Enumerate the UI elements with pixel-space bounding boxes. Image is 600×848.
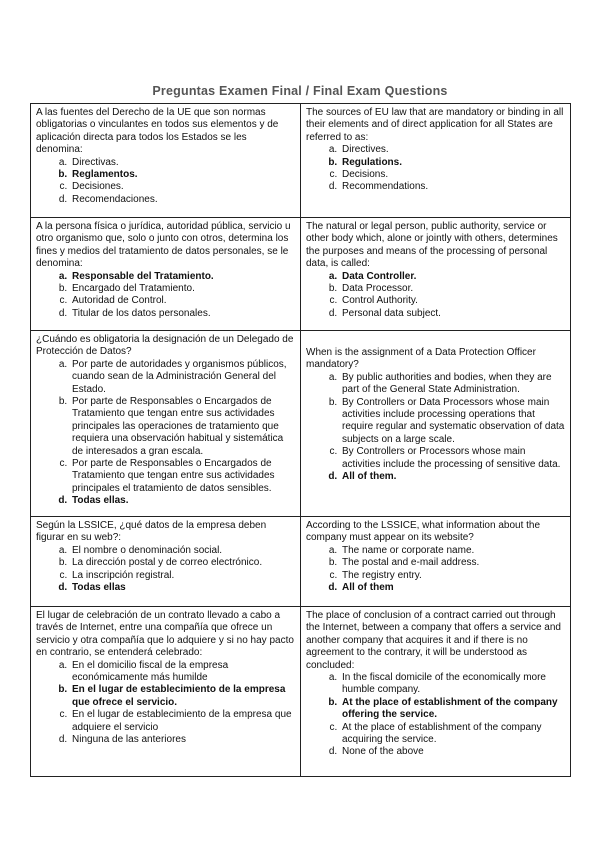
option-d: d. Recomendaciones. bbox=[70, 194, 296, 206]
option-a: a. Por parte de autoridades y organismos públicos, cuando sean de la Administración General del Estado. bbox=[70, 359, 296, 396]
option-b-correct: b. Regulations. bbox=[340, 157, 566, 169]
option-d: d. Titular de los datos personales. bbox=[70, 308, 296, 320]
options-list bbox=[306, 372, 566, 484]
question-row bbox=[31, 104, 571, 218]
option-a: a. En el domicilio fiscal de la empresa económicamente más humilde bbox=[70, 660, 296, 685]
option-c: c. La inscripción registral. bbox=[70, 570, 296, 582]
question-cell-es bbox=[31, 607, 301, 777]
question-text: According to the LSSICE, what information about the company must appear on its website? bbox=[306, 520, 541, 544]
question-row bbox=[31, 607, 571, 777]
page-title: Preguntas Examen Final / Final Exam Questions bbox=[152, 84, 448, 98]
question-text: A las fuentes del Derecho de la UE que son normas obligatorias o vinculantes en todos sus elementos y de aplicación directa para todos los Estados se les denomina: bbox=[36, 107, 279, 156]
option-b: b. La dirección postal y de correo electrónico. bbox=[70, 557, 296, 569]
option-b-correct: b. Reglamentos. bbox=[70, 169, 296, 181]
question-text: Según la LSSICE, ¿qué datos de la empresa deben figurar en su web?: bbox=[36, 520, 267, 544]
question-cell-en bbox=[301, 517, 571, 607]
option-a: a. Directives. bbox=[340, 144, 566, 156]
option-c: c. Control Authority. bbox=[340, 295, 566, 307]
question-text: A la persona física o jurídica, autoridad pública, servicio u otro organismo que, solo o junto con otros, determina los fines y medios del tratamiento de datos personales, se le denomina: bbox=[36, 221, 291, 270]
option-a: a. El nombre o denominación social. bbox=[70, 545, 296, 557]
option-d: d. None of the above bbox=[340, 746, 566, 758]
options-list bbox=[36, 660, 296, 747]
question-text: The sources of EU law that are mandatory or binding in all their elements and of direct application for all States are referred to as: bbox=[306, 107, 564, 143]
question-text: When is the assignment of a Data Protection Officer mandatory? bbox=[306, 347, 536, 371]
option-c: c. Decisions. bbox=[340, 169, 566, 181]
option-a-correct: a. Responsable del Tratamiento. bbox=[70, 271, 296, 283]
options-list bbox=[36, 359, 296, 508]
option-c: c. The registry entry. bbox=[340, 570, 566, 582]
question-cell-en bbox=[301, 331, 571, 517]
question-text: El lugar de celebración de un contrato llevado a cabo a través de Internet, entre una compañía que ofrece un servicio y otra compañía que lo adquiere y si no hay pacto en contrario, se entenderá celebrado: bbox=[36, 610, 294, 659]
question-text: ¿Cuándo es obligatoria la designación de un Delegado de Protección de Datos? bbox=[36, 334, 294, 358]
option-c: c. Por parte de Responsables o Encargados de Tratamiento que tengan entre sus actividades principales el tratamiento de datos sensibles. bbox=[70, 458, 296, 495]
option-b: b. Por parte de Responsables o Encargados de Tratamiento que tengan entre sus actividades principales las operaciones de tratamiento que requiera una observación habitual y sistemática de interesados a gran escala. bbox=[70, 396, 296, 458]
question-row bbox=[31, 218, 571, 331]
options-list bbox=[306, 271, 566, 321]
option-a: a. The name or corporate name. bbox=[340, 545, 566, 557]
question-cell-es bbox=[31, 104, 301, 218]
question-cell-es bbox=[31, 517, 301, 607]
question-cell-es bbox=[31, 218, 301, 331]
question-cell-en bbox=[301, 607, 571, 777]
option-d: d. Recommendations. bbox=[340, 181, 566, 193]
option-a: a. In the fiscal domicile of the economically more humble company. bbox=[340, 672, 566, 697]
question-row bbox=[31, 517, 571, 607]
option-d-correct: d. All of them bbox=[340, 582, 566, 594]
options-list bbox=[306, 672, 566, 759]
options-list bbox=[36, 545, 296, 595]
options-list bbox=[36, 157, 296, 207]
question-cell-en bbox=[301, 104, 571, 218]
option-a-correct: a. Data Controller. bbox=[340, 271, 566, 283]
option-a: a. By public authorities and bodies, when they are part of the General State Administration. bbox=[340, 372, 566, 397]
option-d: d. Personal data subject. bbox=[340, 308, 566, 320]
question-cell-en bbox=[301, 218, 571, 331]
option-b: b. Data Processor. bbox=[340, 283, 566, 295]
question-text: The natural or legal person, public authority, service or other body which, alone or jointly with others, determines the purposes and means of the processing of personal data, is called: bbox=[306, 221, 558, 270]
option-b-correct: b. At the place of establishment of the company offering the service. bbox=[340, 697, 566, 722]
option-d: d. Ninguna de las anteriores bbox=[70, 734, 296, 746]
option-b: b. By Controllers or Data Processors whose main activities include processing operations that require regular and systematic observation of data subjects on a large scale. bbox=[340, 397, 566, 447]
options-list bbox=[306, 144, 566, 194]
option-b: b. The postal and e-mail address. bbox=[340, 557, 566, 569]
option-c: c. By Controllers or Processors whose main activities include the processing of sensitive data. bbox=[340, 446, 566, 471]
option-c: c. At the place of establishment of the company acquiring the service. bbox=[340, 722, 566, 747]
questions-table bbox=[30, 103, 571, 777]
options-list bbox=[306, 545, 566, 595]
option-d-correct: d. Todas ellas. bbox=[70, 495, 296, 507]
option-a: a. Directivas. bbox=[70, 157, 296, 169]
option-c: c. Decisiones. bbox=[70, 181, 296, 193]
option-d-correct: d. Todas ellas bbox=[70, 582, 296, 594]
question-cell-es bbox=[31, 331, 301, 517]
option-b: b. Encargado del Tratamiento. bbox=[70, 283, 296, 295]
option-d-correct: d. All of them. bbox=[340, 471, 566, 483]
option-c: c. En el lugar de establecimiento de la empresa que adquiere el servicio bbox=[70, 709, 296, 734]
option-b-correct: b. En el lugar de establecimiento de la empresa que ofrece el servicio. bbox=[70, 684, 296, 709]
question-row bbox=[31, 331, 571, 517]
options-list bbox=[36, 271, 296, 321]
option-c: c. Autoridad de Control. bbox=[70, 295, 296, 307]
question-text: The place of conclusion of a contract carried out through the Internet, between a company that offers a service and another company that acquires it and if there is no agreement to the contrary, it will be understood as concluded: bbox=[306, 610, 561, 671]
